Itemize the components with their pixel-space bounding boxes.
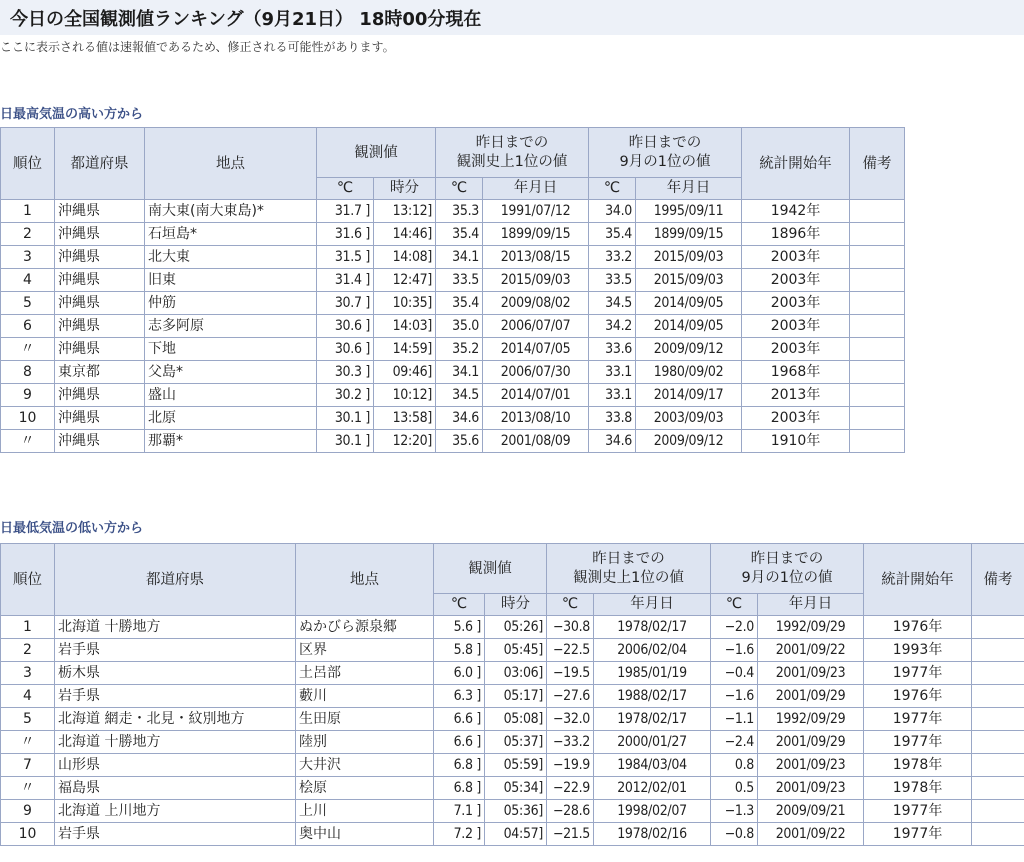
cell-month-record-value: −2.0 [711, 616, 758, 639]
cell-observed-value: 6.8 ] [434, 754, 485, 777]
cell-rank: 4 [1, 685, 55, 708]
table-row [1, 800, 1024, 823]
cell-station: 区界 [296, 639, 434, 662]
cell-station: 仲筋 [145, 292, 317, 315]
table-row [1, 223, 905, 246]
cell-observed-value: 7.2 ] [434, 823, 485, 846]
table-row [1, 639, 1024, 662]
cell-month-record-date: 2001/09/23 [758, 754, 864, 777]
cell-station: 盛山 [145, 384, 317, 407]
low-temp-ranking-table [0, 543, 1024, 846]
cell-month-record-date: 2015/09/03 [636, 269, 742, 292]
cell-station: 石垣島* [145, 223, 317, 246]
cell-remarks [850, 292, 905, 315]
cell-record-date: 2006/02/04 [594, 639, 711, 662]
cell-month-record-date: 2001/09/29 [758, 731, 864, 754]
cell-observed-time: 14:08] [374, 246, 436, 269]
cell-record-value: 35.0 [436, 315, 483, 338]
cell-observed-time: 12:47] [374, 269, 436, 292]
cell-observed-value: 5.8 ] [434, 639, 485, 662]
header-rank: 順位 [1, 128, 55, 200]
cell-remarks [850, 223, 905, 246]
cell-month-record-value: 33.2 [589, 246, 636, 269]
cell-observed-value: 31.4 ] [317, 269, 374, 292]
header-remarks: 備考 [850, 128, 905, 200]
cell-month-record-value: −1.6 [711, 685, 758, 708]
cell-observed-value: 30.1 ] [317, 407, 374, 430]
cell-remarks [972, 708, 1024, 731]
cell-rank: 〃 [1, 731, 55, 754]
cell-observed-value: 30.7 ] [317, 292, 374, 315]
cell-month-record-date: 1980/09/02 [636, 361, 742, 384]
header-record-month: 昨日までの 9月の1位の値 [589, 128, 742, 178]
cell-record-date: 2013/08/10 [483, 407, 589, 430]
cell-station: 大井沢 [296, 754, 434, 777]
high-temp-ranking-table [0, 127, 905, 453]
cell-month-record-value: −1.6 [711, 639, 758, 662]
cell-start-year: 1977年 [864, 731, 972, 754]
cell-month-record-value: 33.8 [589, 407, 636, 430]
cell-observed-value: 30.2 ] [317, 384, 374, 407]
header-remarks: 備考 [972, 544, 1024, 616]
cell-month-record-value: 33.1 [589, 361, 636, 384]
cell-start-year: 1976年 [864, 616, 972, 639]
cell-record-date: 2006/07/30 [483, 361, 589, 384]
cell-rank: 〃 [1, 777, 55, 800]
cell-start-year: 1896年 [742, 223, 850, 246]
cell-prefecture: 沖縄県 [55, 223, 145, 246]
cell-month-record-date: 2014/09/05 [636, 292, 742, 315]
cell-observed-time: 05:26] [485, 616, 547, 639]
cell-remarks [850, 361, 905, 384]
cell-month-record-date: 2001/09/29 [758, 685, 864, 708]
table-row [1, 754, 1024, 777]
cell-rank: 3 [1, 662, 55, 685]
header-observed: 観測値 [434, 544, 547, 594]
cell-observed-time: 09:46] [374, 361, 436, 384]
cell-prefecture: 岩手県 [55, 685, 296, 708]
cell-month-record-value: 0.5 [711, 777, 758, 800]
cell-record-value: 35.3 [436, 200, 483, 223]
cell-rank: 5 [1, 708, 55, 731]
cell-observed-value: 30.6 ] [317, 315, 374, 338]
cell-month-record-value: −1.3 [711, 800, 758, 823]
cell-record-value: −22.9 [547, 777, 594, 800]
table-row [1, 731, 1024, 754]
cell-record-date: 1984/03/04 [594, 754, 711, 777]
cell-month-record-value: 0.8 [711, 754, 758, 777]
cell-prefecture: 沖縄県 [55, 384, 145, 407]
cell-rank: 9 [1, 384, 55, 407]
cell-remarks [972, 639, 1024, 662]
header-time: 時分 [485, 594, 547, 616]
cell-station: ぬかびら源泉郷 [296, 616, 434, 639]
cell-rank: 9 [1, 800, 55, 823]
cell-station: 北大東 [145, 246, 317, 269]
cell-observed-value: 7.1 ] [434, 800, 485, 823]
cell-month-record-value: 34.2 [589, 315, 636, 338]
header-record-all: 昨日までの 観測史上1位の値 [547, 544, 711, 594]
cell-station: 下地 [145, 338, 317, 361]
header-celsius: ℃ [434, 594, 485, 616]
cell-record-value: 34.1 [436, 246, 483, 269]
cell-record-value: 34.1 [436, 361, 483, 384]
cell-record-date: 1978/02/17 [594, 708, 711, 731]
header-date: 年月日 [594, 594, 711, 616]
cell-start-year: 2003年 [742, 292, 850, 315]
cell-record-date: 2013/08/15 [483, 246, 589, 269]
cell-prefecture: 沖縄県 [55, 430, 145, 453]
header-celsius: ℃ [547, 594, 594, 616]
table-row [1, 292, 905, 315]
header-celsius: ℃ [711, 594, 758, 616]
header-pref: 都道府県 [55, 544, 296, 616]
notice-text: ここに表示される値は速報値であるため、修正される可能性があります。 [0, 40, 395, 54]
cell-remarks [850, 246, 905, 269]
cell-remarks [972, 800, 1024, 823]
cell-station: 陸別 [296, 731, 434, 754]
header-rank: 順位 [1, 544, 55, 616]
cell-observed-value: 6.6 ] [434, 731, 485, 754]
cell-prefecture: 沖縄県 [55, 315, 145, 338]
table-row [1, 662, 1024, 685]
cell-remarks [972, 777, 1024, 800]
cell-start-year: 1977年 [864, 708, 972, 731]
cell-start-year: 1968年 [742, 361, 850, 384]
table-row [1, 777, 1024, 800]
title-bar [0, 0, 1024, 35]
cell-prefecture: 沖縄県 [55, 292, 145, 315]
cell-month-record-date: 1992/09/29 [758, 708, 864, 731]
cell-station: 奥中山 [296, 823, 434, 846]
cell-prefecture: 沖縄県 [55, 407, 145, 430]
cell-prefecture: 東京都 [55, 361, 145, 384]
cell-record-date: 2000/01/27 [594, 731, 711, 754]
cell-observed-value: 6.8 ] [434, 777, 485, 800]
cell-record-date: 2012/02/01 [594, 777, 711, 800]
cell-month-record-value: 35.4 [589, 223, 636, 246]
cell-start-year: 2003年 [742, 246, 850, 269]
cell-record-date: 1985/01/19 [594, 662, 711, 685]
cell-rank: 7 [1, 754, 55, 777]
cell-rank: 1 [1, 616, 55, 639]
header-celsius: ℃ [589, 178, 636, 200]
cell-remarks [972, 754, 1024, 777]
cell-record-value: −32.0 [547, 708, 594, 731]
cell-prefecture: 北海道 上川地方 [55, 800, 296, 823]
cell-start-year: 1978年 [864, 777, 972, 800]
cell-observed-time: 14:03] [374, 315, 436, 338]
cell-observed-value: 31.7 ] [317, 200, 374, 223]
table-row [1, 407, 905, 430]
cell-month-record-date: 2009/09/12 [636, 430, 742, 453]
header-celsius: ℃ [436, 178, 483, 200]
cell-prefecture: 沖縄県 [55, 246, 145, 269]
cell-month-record-value: −0.4 [711, 662, 758, 685]
cell-record-date: 2014/07/01 [483, 384, 589, 407]
cell-record-date: 1991/07/12 [483, 200, 589, 223]
cell-prefecture: 福島県 [55, 777, 296, 800]
table-row [1, 269, 905, 292]
cell-prefecture: 山形県 [55, 754, 296, 777]
cell-start-year: 1910年 [742, 430, 850, 453]
cell-record-value: −22.5 [547, 639, 594, 662]
cell-observed-time: 05:34] [485, 777, 547, 800]
cell-record-value: 35.2 [436, 338, 483, 361]
cell-start-year: 1976年 [864, 685, 972, 708]
cell-month-record-value: 34.0 [589, 200, 636, 223]
cell-station: 上川 [296, 800, 434, 823]
cell-start-year: 2013年 [742, 384, 850, 407]
cell-observed-value: 30.6 ] [317, 338, 374, 361]
cell-prefecture: 北海道 網走・北見・紋別地方 [55, 708, 296, 731]
cell-observed-value: 31.5 ] [317, 246, 374, 269]
header-start-year: 統計開始年 [864, 544, 972, 616]
header-record-month: 昨日までの 9月の1位の値 [711, 544, 864, 594]
cell-observed-time: 05:37] [485, 731, 547, 754]
table-row [1, 708, 1024, 731]
cell-station: 土呂部 [296, 662, 434, 685]
cell-prefecture: 北海道 十勝地方 [55, 731, 296, 754]
cell-month-record-value: −0.8 [711, 823, 758, 846]
cell-rank: 4 [1, 269, 55, 292]
cell-record-value: −19.5 [547, 662, 594, 685]
cell-prefecture: 北海道 十勝地方 [55, 616, 296, 639]
cell-start-year: 2003年 [742, 269, 850, 292]
cell-observed-time: 05:45] [485, 639, 547, 662]
cell-rank: 8 [1, 361, 55, 384]
header-place: 地点 [296, 544, 434, 616]
section-title-low: 日最低気温の低い方から [0, 521, 144, 536]
cell-month-record-value: −1.1 [711, 708, 758, 731]
cell-station: 藪川 [296, 685, 434, 708]
cell-rank: 〃 [1, 338, 55, 361]
table-row [1, 384, 905, 407]
cell-observed-time: 14:59] [374, 338, 436, 361]
cell-month-record-date: 2009/09/12 [636, 338, 742, 361]
cell-record-value: −28.6 [547, 800, 594, 823]
header-celsius: ℃ [317, 178, 374, 200]
cell-record-value: 35.4 [436, 292, 483, 315]
table-row [1, 361, 905, 384]
cell-remarks [972, 662, 1024, 685]
cell-record-value: 35.6 [436, 430, 483, 453]
cell-remarks [972, 616, 1024, 639]
table-row [1, 616, 1024, 639]
cell-record-value: 34.6 [436, 407, 483, 430]
cell-record-value: −30.8 [547, 616, 594, 639]
table-row [1, 246, 905, 269]
cell-station: 北原 [145, 407, 317, 430]
cell-station: 桧原 [296, 777, 434, 800]
cell-remarks [972, 731, 1024, 754]
section-title-high: 日最高気温の高い方から [0, 107, 144, 122]
cell-observed-value: 31.6 ] [317, 223, 374, 246]
cell-start-year: 1978年 [864, 754, 972, 777]
cell-month-record-date: 2009/09/21 [758, 800, 864, 823]
cell-month-record-date: 2001/09/22 [758, 823, 864, 846]
cell-observed-time: 05:08] [485, 708, 547, 731]
cell-start-year: 1977年 [864, 800, 972, 823]
header-date: 年月日 [483, 178, 589, 200]
table-row [1, 200, 905, 223]
table-row [1, 338, 905, 361]
cell-remarks [850, 315, 905, 338]
cell-record-date: 1998/02/07 [594, 800, 711, 823]
cell-month-record-date: 2001/09/23 [758, 662, 864, 685]
cell-observed-time: 13:58] [374, 407, 436, 430]
cell-month-record-date: 2001/09/22 [758, 639, 864, 662]
page-title: 今日の全国観測値ランキング（9月21日） 18時00分現在 [10, 9, 482, 30]
cell-record-date: 2009/08/02 [483, 292, 589, 315]
cell-record-value: −19.9 [547, 754, 594, 777]
cell-station: 生田原 [296, 708, 434, 731]
cell-observed-time: 10:35] [374, 292, 436, 315]
table-row [1, 823, 1024, 846]
cell-record-value: 35.4 [436, 223, 483, 246]
cell-observed-value: 30.1 ] [317, 430, 374, 453]
cell-start-year: 1942年 [742, 200, 850, 223]
cell-start-year: 1977年 [864, 823, 972, 846]
cell-prefecture: 岩手県 [55, 823, 296, 846]
cell-observed-time: 14:46] [374, 223, 436, 246]
cell-remarks [850, 338, 905, 361]
cell-rank: 2 [1, 223, 55, 246]
cell-observed-value: 6.3 ] [434, 685, 485, 708]
cell-rank: 1 [1, 200, 55, 223]
cell-record-date: 1988/02/17 [594, 685, 711, 708]
cell-prefecture: 沖縄県 [55, 269, 145, 292]
cell-rank: 3 [1, 246, 55, 269]
cell-record-value: 34.5 [436, 384, 483, 407]
cell-rank: 6 [1, 315, 55, 338]
cell-month-record-date: 2015/09/03 [636, 246, 742, 269]
table-row [1, 430, 905, 453]
cell-observed-time: 13:12] [374, 200, 436, 223]
cell-rank: 10 [1, 407, 55, 430]
cell-record-value: −21.5 [547, 823, 594, 846]
cell-observed-value: 6.0 ] [434, 662, 485, 685]
cell-record-date: 2006/07/07 [483, 315, 589, 338]
cell-prefecture: 岩手県 [55, 639, 296, 662]
table-row [1, 315, 905, 338]
cell-station: 旧東 [145, 269, 317, 292]
cell-record-date: 2015/09/03 [483, 269, 589, 292]
cell-start-year: 2003年 [742, 338, 850, 361]
cell-observed-time: 04:57] [485, 823, 547, 846]
cell-prefecture: 栃木県 [55, 662, 296, 685]
cell-rank: 10 [1, 823, 55, 846]
cell-station: 父島* [145, 361, 317, 384]
cell-month-record-value: 33.5 [589, 269, 636, 292]
table-row [1, 685, 1024, 708]
cell-month-record-date: 1995/09/11 [636, 200, 742, 223]
cell-month-record-value: 33.6 [589, 338, 636, 361]
cell-rank: 2 [1, 639, 55, 662]
cell-station: 志多阿原 [145, 315, 317, 338]
header-record-all: 昨日までの 観測史上1位の値 [436, 128, 589, 178]
header-time: 時分 [374, 178, 436, 200]
header-pref: 都道府県 [55, 128, 145, 200]
header-start-year: 統計開始年 [742, 128, 850, 200]
cell-observed-value: 30.3 ] [317, 361, 374, 384]
cell-record-value: 33.5 [436, 269, 483, 292]
cell-observed-time: 05:36] [485, 800, 547, 823]
cell-month-record-value: 34.5 [589, 292, 636, 315]
cell-month-record-value: 34.6 [589, 430, 636, 453]
cell-rank: 5 [1, 292, 55, 315]
cell-prefecture: 沖縄県 [55, 200, 145, 223]
cell-start-year: 1993年 [864, 639, 972, 662]
cell-remarks [972, 685, 1024, 708]
cell-rank: 〃 [1, 430, 55, 453]
cell-record-date: 2001/08/09 [483, 430, 589, 453]
cell-observed-time: 05:59] [485, 754, 547, 777]
cell-observed-time: 05:17] [485, 685, 547, 708]
cell-station: 南大東(南大東島)* [145, 200, 317, 223]
cell-observed-time: 03:06] [485, 662, 547, 685]
cell-observed-value: 5.6 ] [434, 616, 485, 639]
header-date: 年月日 [636, 178, 742, 200]
cell-start-year: 2003年 [742, 315, 850, 338]
cell-month-record-date: 1992/09/29 [758, 616, 864, 639]
cell-record-date: 2014/07/05 [483, 338, 589, 361]
cell-remarks [850, 430, 905, 453]
header-observed: 観測値 [317, 128, 436, 178]
cell-record-date: 1899/09/15 [483, 223, 589, 246]
cell-remarks [850, 407, 905, 430]
cell-remarks [850, 269, 905, 292]
cell-station: 那覇* [145, 430, 317, 453]
cell-remarks [972, 823, 1024, 846]
cell-month-record-date: 2014/09/17 [636, 384, 742, 407]
cell-start-year: 1977年 [864, 662, 972, 685]
cell-record-date: 1978/02/16 [594, 823, 711, 846]
header-date: 年月日 [758, 594, 864, 616]
cell-remarks [850, 200, 905, 223]
cell-observed-time: 12:20] [374, 430, 436, 453]
cell-record-value: −33.2 [547, 731, 594, 754]
cell-month-record-date: 2003/09/03 [636, 407, 742, 430]
cell-remarks [850, 384, 905, 407]
cell-month-record-value: 33.1 [589, 384, 636, 407]
cell-record-date: 1978/02/17 [594, 616, 711, 639]
cell-record-value: −27.6 [547, 685, 594, 708]
cell-start-year: 2003年 [742, 407, 850, 430]
cell-observed-time: 10:12] [374, 384, 436, 407]
cell-month-record-value: −2.4 [711, 731, 758, 754]
cell-observed-value: 6.6 ] [434, 708, 485, 731]
header-place: 地点 [145, 128, 317, 200]
cell-month-record-date: 2014/09/05 [636, 315, 742, 338]
cell-month-record-date: 2001/09/23 [758, 777, 864, 800]
cell-prefecture: 沖縄県 [55, 338, 145, 361]
cell-month-record-date: 1899/09/15 [636, 223, 742, 246]
